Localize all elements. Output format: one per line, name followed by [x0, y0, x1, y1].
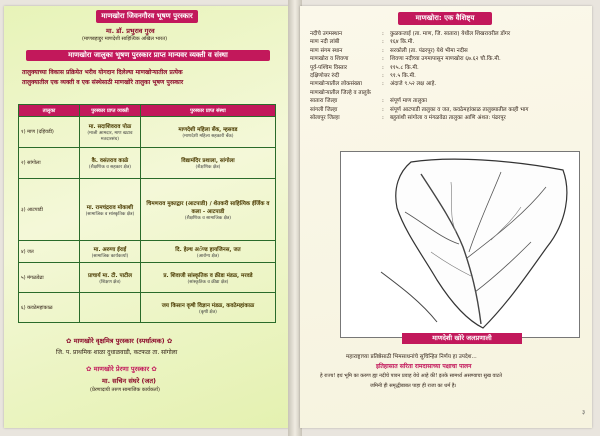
- table-row: [19, 148, 276, 179]
- org-name: विद्यामंदिर प्रशाला, सांगोला: [181, 158, 235, 164]
- person-cell: [80, 293, 141, 323]
- person-desc: (माजी आमदार, माण खटाव मतदारसंघ): [87, 131, 133, 142]
- header-org: पुरस्कार प्राप्त संस्था: [140, 105, 275, 117]
- award2-title: ✿ माणखोरे वृक्षमित्र पुरस्कार (स्पर्धात्मक) ✿: [66, 337, 173, 345]
- taluka-cell: ३) आटपाडी: [19, 179, 80, 241]
- fact-row: पूर्व-पश्चिम विस्तार : ११५.८ कि.मी.: [310, 64, 582, 72]
- person-name: मा. अरुणा ईराई: [93, 246, 127, 253]
- left-top-banner: माणखोरा जिवनगौरव भूषण पुरस्कार: [96, 10, 198, 23]
- fact-value: ११५.८ कि.मी.: [390, 64, 419, 71]
- fact-key: माणखोरा व शिवणा: [310, 56, 349, 63]
- taluka-cell: २) सांगोला: [19, 148, 80, 179]
- intro-line-2: तालुक्यातील एक व्यक्ती व एक संस्थेसाठी माणखोरे तालुका भूषण पुरस्कार: [22, 79, 184, 86]
- table-row: [19, 263, 276, 293]
- table-row: [19, 117, 276, 148]
- taluka-cell: १) माण (दहिवडी): [19, 117, 80, 148]
- right-page: [300, 6, 592, 428]
- quote-line-3: हे राज्य! इथं भूमि का करुण ह्या नदीचे पावन प्रवाह येथे आहे की! इतके सामर्थ्य असण्याचा सुख वाटते: [320, 373, 503, 379]
- table-row: [19, 293, 276, 323]
- fact-key: नदीचे उगमस्थान: [310, 31, 343, 37]
- facts-list: [310, 30, 582, 122]
- person-desc: (सामाजिक व सांस्कृतिक क्षेत्र): [85, 211, 135, 217]
- fact-value: ९१.५ कि.मी.: [390, 72, 416, 79]
- fact-row: नदीचे उगमस्थान : कुळकजाई (ता. माण, जि. सातारा) येथील शिखरावरील डोंगर: [310, 30, 582, 38]
- fact-key: माण नदी लांबी: [310, 39, 340, 46]
- quote-line-1: महाराष्ट्राच्या प्रतिष्ठेसाठी भिमसाधनांचे सुचिन्हित निर्णय हा उपदेश...: [346, 354, 477, 360]
- person-cell: [80, 179, 141, 241]
- header-person: पुरस्कार प्राप्त व्यक्ती: [80, 105, 141, 117]
- person-desc: (सामाजिक कार्यकर्त्या): [91, 253, 129, 259]
- taluka-cell: ६) कवठेमहांकाळ: [19, 293, 80, 323]
- award3-title-text: माणखोरे प्रेरणा पुरस्कार: [93, 365, 150, 373]
- org-name: जय किसान कृषी विज्ञान मंडळ, कवठेमहांकाळ: [161, 302, 255, 309]
- org-desc: (आरोग्य क्षेत्र): [196, 253, 220, 259]
- fact-value: अंदाजे ९.५२ लक्ष आहे.: [390, 81, 437, 88]
- fact-row: माणखोरा व शिवणा : शिवणा नदीच्या उगमापासून माणखोरा ६७.६२ चौ.कि.मी.: [310, 55, 582, 63]
- org-name: प्र. शिवाजी सांस्कृतिक व क्रीडा मंडळ, मरवडे: [163, 272, 253, 279]
- fact-value: [371, 89, 582, 97]
- fact-row: माण नदी लांबी : १६४ कि.मी.: [310, 38, 582, 46]
- header-taluka: तालुका: [19, 105, 80, 117]
- fact-value: संपूर्ण आटपाडी तालुका व जत, कवठेमहांकाळ तालुक्यातील काही भाग: [390, 106, 529, 113]
- fact-row: [310, 89, 582, 97]
- fact-value: संपूर्ण माण तालुका: [390, 98, 427, 105]
- fact-key: दक्षिणोत्तर रुंदी: [310, 72, 340, 79]
- fact-key: माण संगम स्थान: [310, 47, 343, 54]
- org-desc: (शैक्षणिक व सामाजिक क्षेत्र): [184, 215, 232, 221]
- award3-desc: (प्रेरणादायी तरुण सामाजिक कार्यकर्ता): [90, 387, 160, 393]
- org-cell: [140, 241, 275, 263]
- table-row: [19, 179, 276, 241]
- map-title: माणदेशी खोरे जलप्रणाली: [402, 333, 522, 344]
- org-desc: (शैक्षणिक क्षेत्र): [195, 165, 221, 170]
- fact-row: माणखोऱ्यातील लोकसंख्या : अंदाजे ९.५२ लक्ष आहे.: [310, 80, 582, 88]
- person-name: मा. सदाशिवराव पोळ: [88, 124, 132, 130]
- fact-key: सोलापूर जिल्हा: [310, 114, 340, 121]
- award3-title: ✿ माणखोरे प्रेरणा पुरस्कार ✿: [86, 365, 157, 373]
- fact-key: माणखोऱ्यातील लोकसंख्या: [310, 81, 362, 88]
- person-cell: [80, 117, 141, 148]
- table-row: [19, 241, 276, 263]
- person-desc: (शिक्षण क्षेत्र): [99, 279, 121, 285]
- fact-value: १६४ कि.मी.: [390, 39, 415, 46]
- org-cell: [140, 293, 275, 323]
- org-desc: (कृषी क्षेत्र): [199, 309, 217, 315]
- org-cell: [140, 117, 275, 148]
- taluka-cell: ५) मंगळवेढा: [19, 263, 80, 293]
- org-name: चिमणराव मुक्तद्वार (आटपाडी) / शेतकरी साहित्यिक ईर्जिक व कला - आटपाडी: [146, 200, 270, 215]
- river-map-drawing: [341, 152, 579, 337]
- award2-recipient: जि. प. प्राथमिक शाळा दुधाळवाडी, कटफळ ता. सांगोला: [56, 349, 178, 356]
- org-cell: [140, 148, 275, 179]
- page-number: ३: [582, 409, 586, 416]
- awards-table: [18, 104, 276, 323]
- org-name: दि. हेल्थ अॅण्ड हायजिनस, जत: [175, 246, 241, 253]
- fact-row: दक्षिणोत्तर रुंदी : ९१.५ कि.मी.: [310, 72, 582, 80]
- left-page: [4, 6, 290, 428]
- awards-table-header: [19, 105, 276, 117]
- fact-key: सातारा जिल्हा: [310, 98, 338, 105]
- fact-value: बहुतांशी सांगोला व मंगळवेढा तालुका आणि अंशत: पंढरपूर: [390, 114, 506, 121]
- org-desc: (माणदेशी महिला सहकारी बँक): [182, 134, 234, 139]
- river-basin-map: [340, 151, 580, 338]
- org-name: माणदेशी महिला बँक, म्हसवड: [178, 127, 238, 133]
- taluka-cell: ४) जत: [19, 241, 80, 263]
- recipient-role: (माणबहाद्दुर माणदेशी साहित्यिक अखिल भारत): [82, 36, 168, 42]
- person-cell: [80, 241, 141, 263]
- fact-key: माणखोऱ्यातील जिल्हे व तालुके: [310, 89, 371, 96]
- award2-title-text: माणखोरे वृक्षमित्र पुरस्कार (स्पर्धात्मक): [73, 337, 165, 345]
- left-mid-banner: माणखोरा जालुका भूषण पुरस्कार प्राप्त मान्यवर व्यक्ती व संस्था: [26, 50, 270, 61]
- org-desc: (सांस्कृतिक व क्रीडा क्षेत्र): [187, 279, 229, 285]
- person-cell: [80, 148, 141, 179]
- fact-row: माण संगम स्थान : सरकोली (ता. पंढरपूर) येथे भीमा नदीस: [310, 47, 582, 55]
- fact-value: सरकोली (ता. पंढरपूर) येथे भीमा नदीस: [390, 47, 468, 54]
- quote-line-2: इतिहासात सरिता रामदासाच्या पक्षाचा पालन: [376, 363, 472, 370]
- fact-row: सांगली जिल्हा : संपूर्ण आटपाडी तालुका व जत, कवठेमहांकाळ तालुक्यातील काही भाग: [310, 106, 582, 114]
- fact-value: शिवणा नदीच्या उगमापासून माणखोरा ६७.६२ चौ.कि.मी.: [390, 56, 501, 63]
- fact-key: पूर्व-पश्चिम विस्तार: [310, 64, 348, 71]
- intro-line-1: तालुक्याच्या विकास प्रक्रियेत भरीव योगदान दिलेल्या माणखोऱ्यातील प्रत्येक: [22, 69, 183, 76]
- fact-key: सांगली जिल्हा: [310, 106, 338, 113]
- org-cell: [140, 263, 275, 293]
- person-cell: [80, 263, 141, 293]
- fact-value: कुळकजाई (ता. माण, जि. सातारा) येथील शिखरावरील डोंगर: [390, 31, 511, 37]
- quote-line-4: जमिनी ही समृद्धीबाबत पाहा ही राजा का धर्म है।: [370, 383, 457, 389]
- recipient-name: मा. डॉ. प्रभुराव गुरव: [106, 27, 155, 35]
- person-name: प्राचार्य मा. टी. पाटील: [87, 272, 132, 279]
- award3-recipient: मा. सचिन संघरे (जत): [102, 377, 157, 385]
- person-name: मा. रामचंद्रराव मोकाशी: [86, 204, 134, 211]
- fact-row: सोलापूर जिल्हा : बहुतांशी सांगोला व मंगळवेढा तालुका आणि अंशत: पंढरपूर: [310, 114, 582, 122]
- fact-row: सातारा जिल्हा : संपूर्ण माण तालुका: [310, 97, 582, 105]
- person-name: कै. वसंतराव काळे: [91, 158, 129, 164]
- basin-outline: [396, 159, 567, 328]
- bhima-river: [381, 272, 437, 322]
- org-cell: [140, 179, 275, 241]
- right-top-banner: माणखोरा: एक वैशिष्ट्य: [398, 12, 492, 25]
- person-desc: (शैक्षणिक व सहकार क्षेत्र): [88, 165, 131, 170]
